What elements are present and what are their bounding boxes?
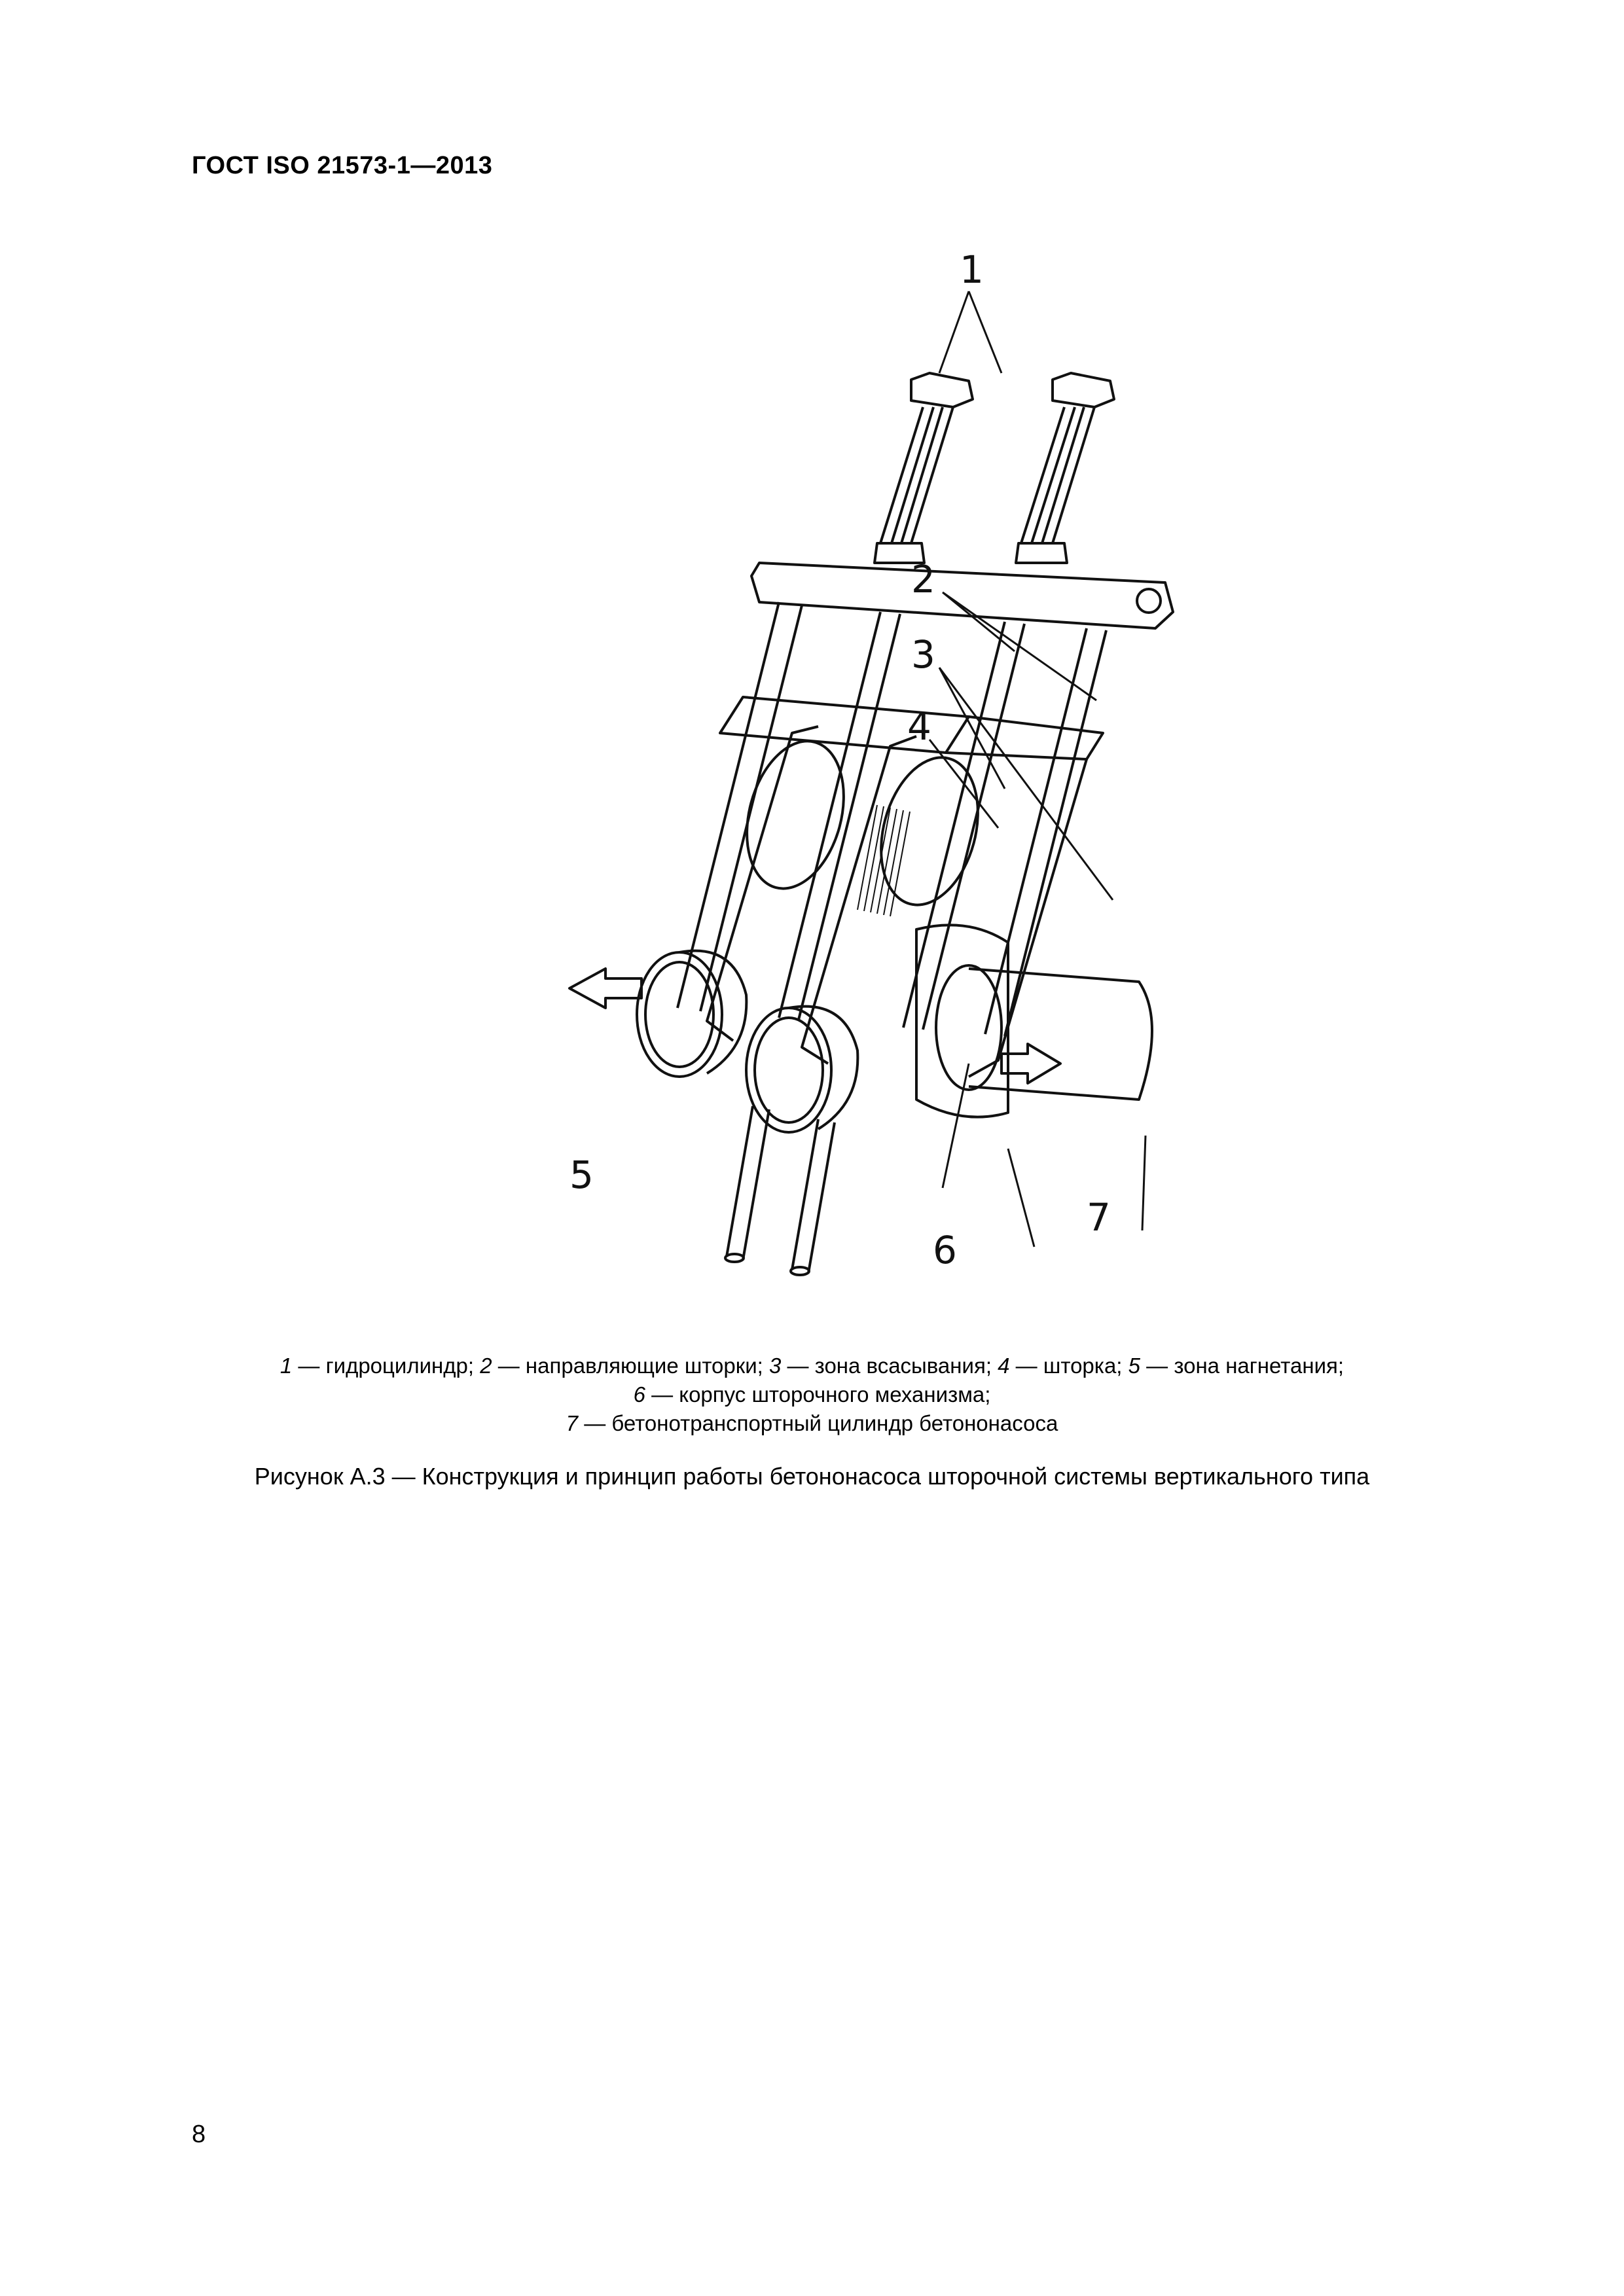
document-header: ГОСТ ISO 21573-1—2013 [192, 152, 493, 179]
callout-4: 4 [907, 704, 931, 749]
legend-text-7: — бетонотранспортный цилиндр бетононасоса [578, 1411, 1058, 1435]
figure-legend [0, 1352, 1624, 1438]
legend-text-4: — шторка; [1009, 1354, 1128, 1378]
hydraulic-cylinder-left [875, 373, 973, 563]
legend-num-7: 7 [566, 1411, 579, 1435]
lower-rod-left [727, 1106, 769, 1260]
inflow-arrow-right [1001, 1044, 1060, 1083]
callout-3: 3 [911, 632, 935, 677]
legend-num-3: 3 [768, 1354, 782, 1378]
legend-num-5: 5 [1128, 1354, 1140, 1378]
legend-line-1 [0, 1352, 1624, 1380]
lower-rod-right [792, 1119, 835, 1273]
legend-text-2: — направляющие шторки; [492, 1354, 769, 1378]
legend-line-3 [0, 1409, 1624, 1438]
legend-text-5: — зона нагнетания; [1140, 1354, 1344, 1378]
callout-5: 5 [569, 1153, 594, 1197]
outflow-arrow-left [569, 969, 641, 1008]
guide-rods [677, 602, 1106, 1036]
legend-num-1: 1 [280, 1354, 293, 1378]
legend-text-1: — гидроцилиндр; [292, 1354, 480, 1378]
discharge-zone-rings [637, 951, 857, 1132]
legend-num-2: 2 [480, 1354, 492, 1378]
callout-leader-lines [929, 291, 1146, 1247]
technical-drawing-svg [511, 236, 1191, 1309]
legend-text-6: — корпус шторочного механизма; [645, 1382, 991, 1407]
legend-num-6: 6 [633, 1382, 645, 1407]
suction-window-right [866, 747, 994, 916]
legend-text-3: — зона всасывания; [781, 1354, 998, 1378]
top-plate [751, 563, 1173, 628]
hydraulic-cylinder-right [1016, 373, 1114, 563]
page-number: 8 [192, 2121, 206, 2148]
callout-7: 7 [1087, 1195, 1111, 1240]
figure-caption: Рисунок А.3 — Конструкция и принцип работы бетононасоса шторочной системы вертикального типа [254, 1463, 1370, 1490]
legend-num-4: 4 [998, 1354, 1010, 1378]
pump-mechanism-drawing [511, 236, 1191, 1309]
legend-line-2 [0, 1380, 1624, 1409]
transport-cylinder [916, 925, 1152, 1117]
callout-2: 2 [911, 557, 935, 601]
callout-6: 6 [933, 1228, 957, 1272]
callout-1: 1 [960, 247, 984, 292]
